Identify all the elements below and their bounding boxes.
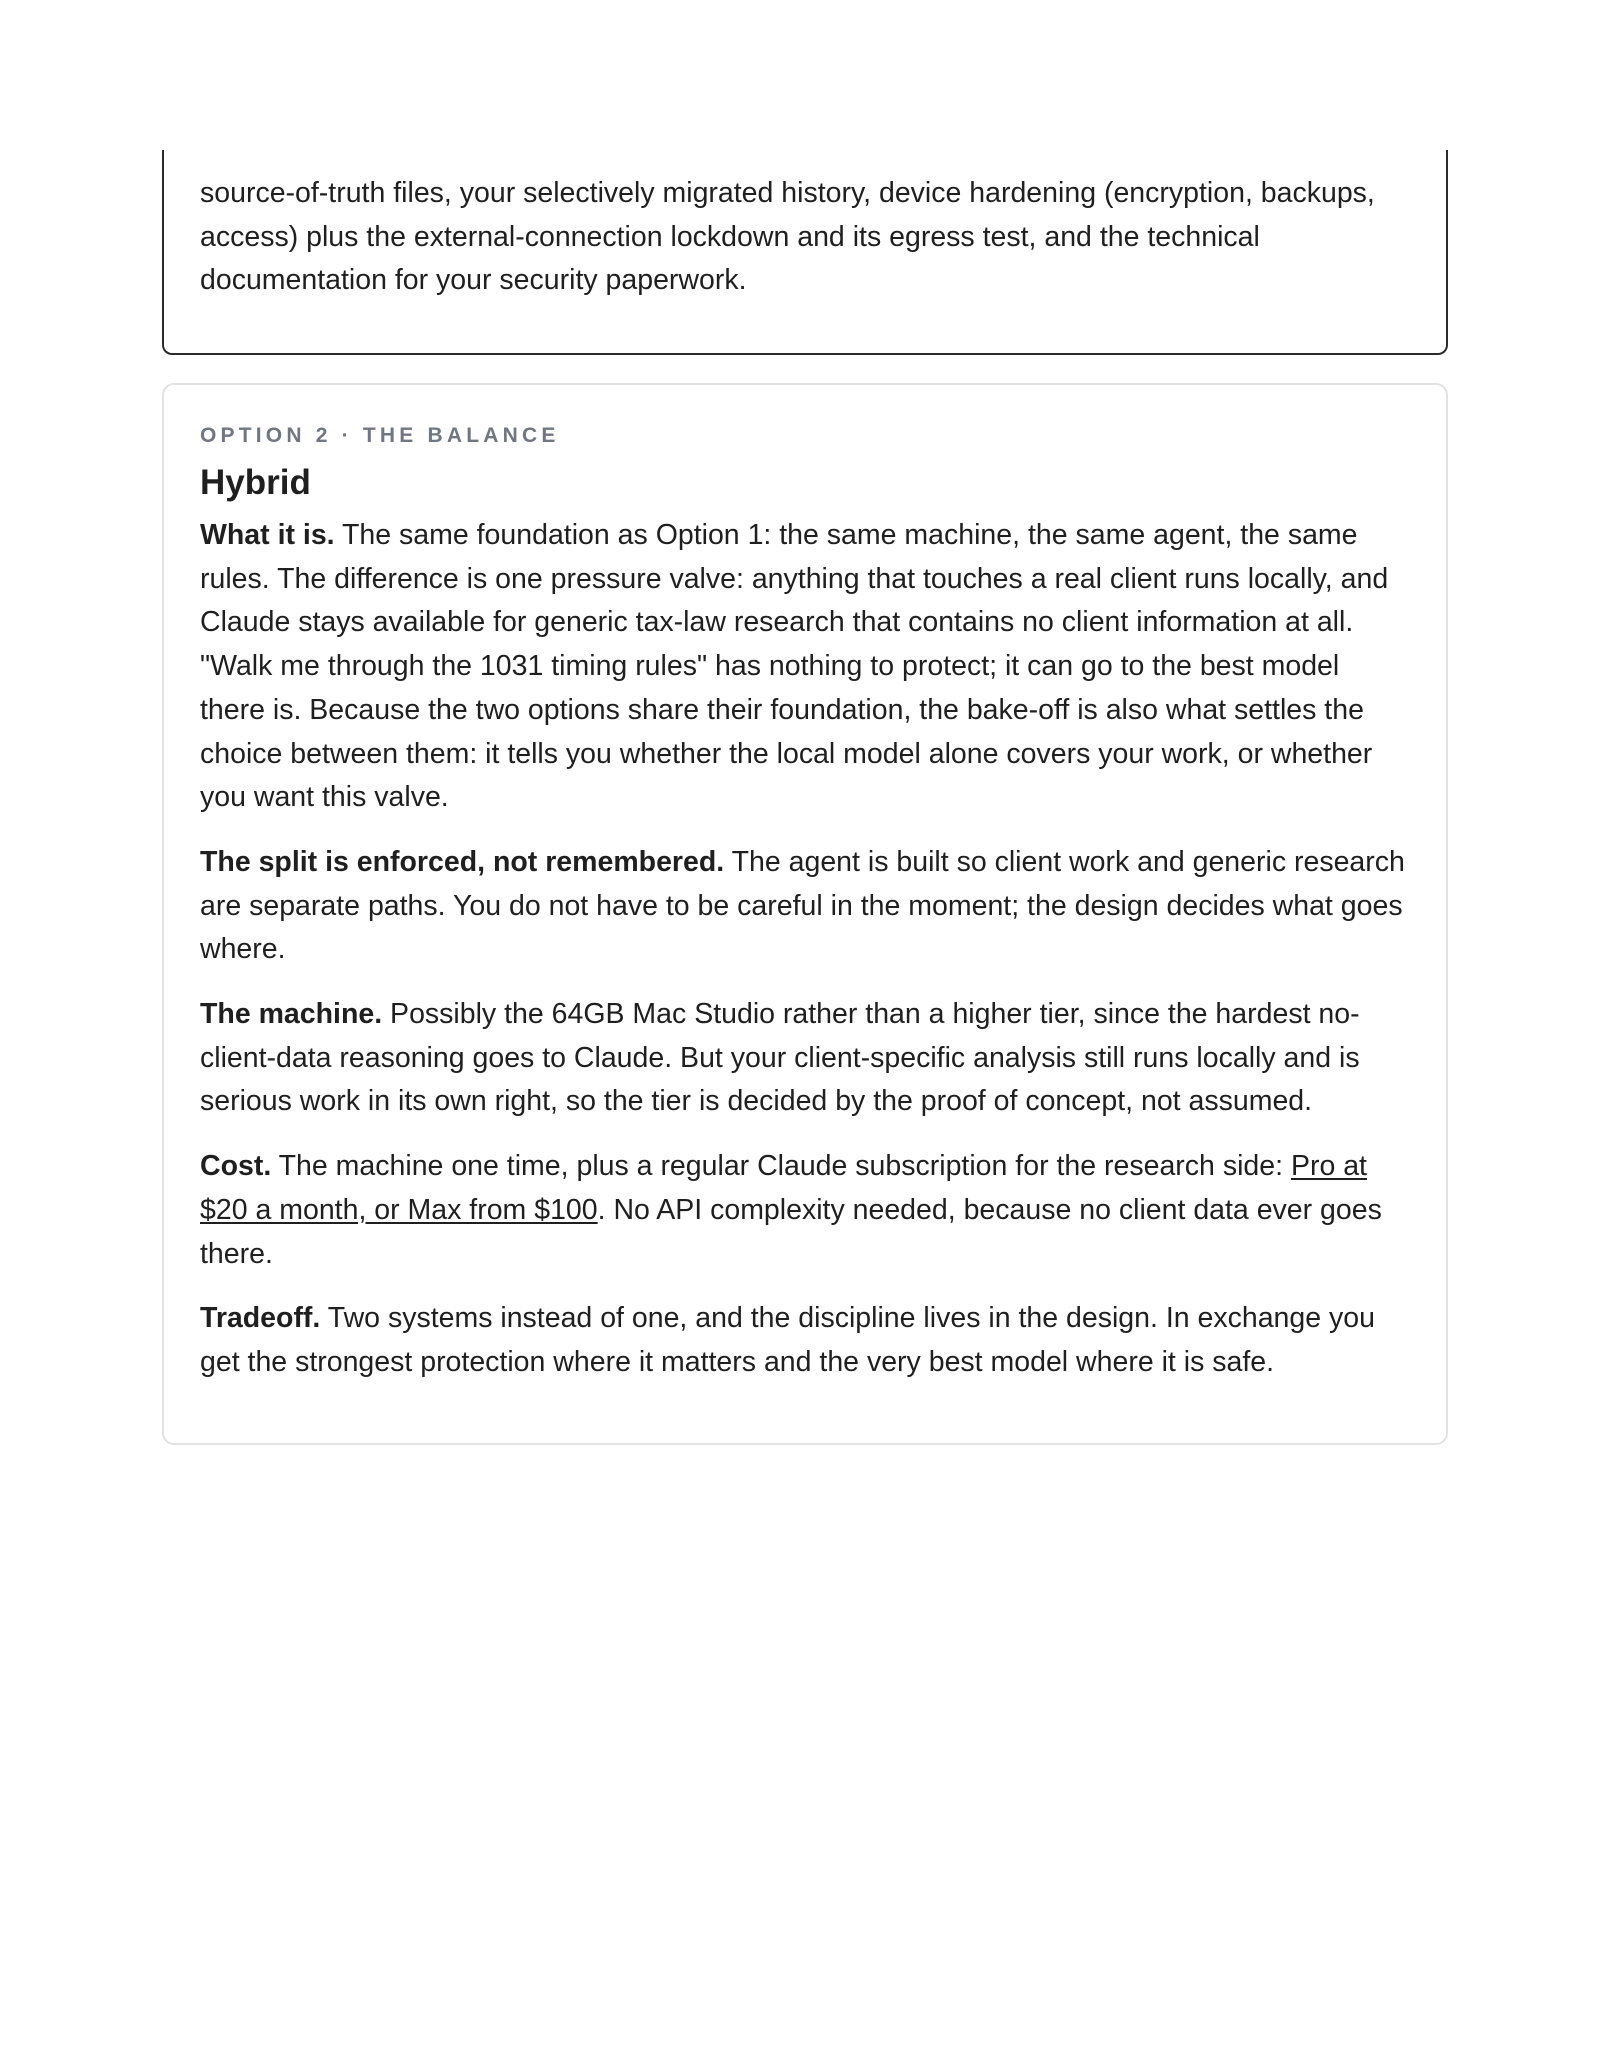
machine-text: Possibly the 64GB Mac Studio rather than a higher tier, since the hardest no-client-data reasoning goes to Claude. But your client-specific analysis still runs locally and is serious work in its own right, so the tier is decided by the proof of concept, not assumed. [200, 998, 1360, 1118]
option-1-closing-paragraph: source-of-truth files, your selectively migrated history, device hardening (encryption, backups, access) plus the external-connection lockdown and its egress test, and the technical documentation for your security paperwork. [200, 177, 1375, 297]
cost-text-after: . No API complexity needed, because no client data ever goes there. [200, 1193, 1382, 1270]
option-2-card [162, 383, 1448, 1445]
what-it-is-text: The same foundation as Option 1: the same machine, the same agent, the same rules. The difference is one pressure valve: anything that touches a real client runs locally, and Claude stays available for generic tax-law research that contains no client information at all. "Walk me through the 1031 timing rules" has nothing to protect; it can go to the best model there is. Because the two options share their foundation, the bake-off is also what settles the choice between them: it tells you whether the local model alone covers your work, or whether you want this valve. [200, 519, 1389, 814]
machine-paragraph [200, 993, 1410, 1124]
tradeoff-label: Tradeoff. [200, 1302, 321, 1335]
what-it-is-label: What it is. [200, 519, 335, 551]
tradeoff-paragraph [200, 1297, 1410, 1384]
tradeoff-text: Two systems instead of one, and the discipline lives in the design. In exchange you get the strongest protection where it matters and the very best model where it is safe. [200, 1302, 1375, 1378]
split-text: The agent is built so client work and generic research are separate paths. You do not have to be careful in the moment; the design decides what goes where. [200, 845, 1405, 966]
pricing-link[interactable]: Pro at $20 a month, or Max from $100 [200, 1150, 1367, 1226]
cost-label: Cost. [200, 1150, 272, 1183]
cost-paragraph [200, 1145, 1410, 1276]
what-it-is-paragraph [200, 514, 1410, 820]
split-label: The split is enforced, not remembered. [200, 845, 725, 878]
cost-text-before: The machine one time, plus a regular Claude subscription for the research side: [271, 1150, 1291, 1183]
machine-label: The machine. [200, 998, 383, 1031]
option-2-title: Hybrid [200, 463, 311, 502]
option-2-kicker: OPTION 2 · THE BALANCE [200, 424, 560, 447]
option-1-card [162, 150, 1448, 355]
split-paragraph [200, 841, 1410, 972]
